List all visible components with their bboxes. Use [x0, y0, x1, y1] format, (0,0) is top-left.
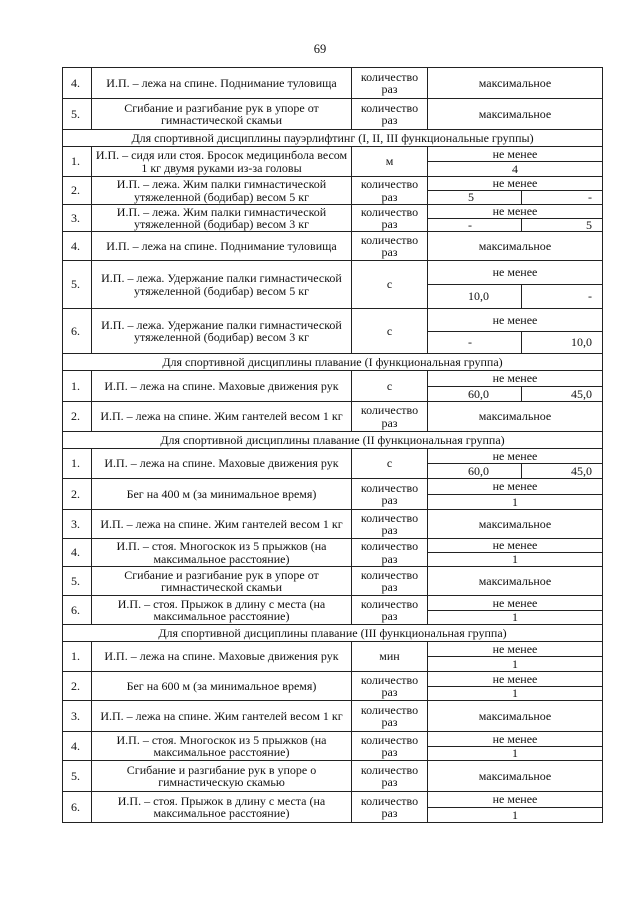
exercise-number: 6. [63, 596, 92, 625]
standard-value: максимальное [428, 567, 603, 596]
table-row [63, 596, 603, 611]
standard-header: не менее [428, 449, 603, 464]
standard-value-left: - [428, 218, 522, 232]
standard-value-right: - [522, 191, 603, 205]
standard-value: максимальное [428, 402, 603, 432]
measurement-unit: количество раз [352, 479, 428, 510]
standard-value-right: 5 [522, 218, 603, 232]
exercise-name: И.П. – лежа на спине. Жим гантелей весом 1 кг [92, 402, 352, 432]
standard-value: 1 [428, 808, 603, 823]
exercise-name: И.П. – лежа. Удержание палки гимнастической утяжеленной (бодибар) весом 3 кг [92, 309, 352, 354]
standard-header: не менее [428, 672, 603, 687]
measurement-unit: количество раз [352, 510, 428, 539]
exercise-name: Сгибание и разгибание рук в упоре от гимнастической скамьи [92, 99, 352, 130]
section-heading: Для спортивной дисциплины плавание (II функциональная группа) [63, 432, 603, 449]
standard-value-left: 60,0 [428, 464, 522, 479]
standards-table [62, 67, 603, 823]
table-row [63, 205, 603, 219]
table-row [63, 99, 603, 130]
standard-value-left: - [428, 332, 522, 354]
exercise-number: 6. [63, 309, 92, 354]
table-row [63, 147, 603, 162]
standard-header: не менее [428, 479, 603, 495]
table-row [63, 479, 603, 495]
table-row [63, 402, 603, 432]
exercise-number: 4. [63, 68, 92, 99]
exercise-number: 3. [63, 701, 92, 732]
standard-header: не менее [428, 732, 603, 747]
exercise-number: 4. [63, 539, 92, 567]
standard-header: не менее [428, 596, 603, 611]
section-heading-row [63, 130, 603, 147]
standard-value: 1 [428, 747, 603, 761]
exercise-name: И.П. – стоя. Прыжок в длину с места (на максимальное расстояние) [92, 792, 352, 823]
measurement-unit: мин [352, 642, 428, 672]
standard-header: не менее [428, 371, 603, 387]
measurement-unit: количество раз [352, 539, 428, 567]
table-row [63, 642, 603, 657]
table-row [63, 761, 603, 792]
table-row [63, 539, 603, 553]
measurement-unit: количество раз [352, 701, 428, 732]
table-row [63, 177, 603, 191]
standard-header: не менее [428, 642, 603, 657]
measurement-unit: количество раз [352, 596, 428, 625]
exercise-number: 2. [63, 672, 92, 701]
standard-value: 1 [428, 553, 603, 567]
exercise-number: 5. [63, 261, 92, 309]
section-heading-row [63, 354, 603, 371]
table-row [63, 567, 603, 596]
section-heading: Для спортивной дисциплины плавание (III функциональная группа) [63, 625, 603, 642]
exercise-name: И.П. – стоя. Многоскок из 5 прыжков (на максимальное расстояние) [92, 539, 352, 567]
page-number: 69 [313, 42, 327, 56]
measurement-unit: количество раз [352, 68, 428, 99]
exercise-name: И.П. – стоя. Многоскок из 5 прыжков (на максимальное расстояние) [92, 732, 352, 761]
standard-value-left: 60,0 [428, 387, 522, 402]
standard-value: 1 [428, 687, 603, 701]
section-heading: Для спортивной дисциплины пауэрлифтинг (I, II, III функциональные группы) [63, 130, 603, 147]
standard-header: не менее [428, 792, 603, 808]
standard-value-right: 10,0 [522, 332, 603, 354]
exercise-name: И.П. – лежа на спине. Поднимание туловища [92, 68, 352, 99]
section-heading: Для спортивной дисциплины плавание (I функциональная группа) [63, 354, 603, 371]
standard-header: не менее [428, 205, 603, 219]
exercise-number: 4. [63, 732, 92, 761]
measurement-unit: количество раз [352, 672, 428, 701]
standard-header: не менее [428, 261, 603, 285]
exercise-number: 2. [63, 479, 92, 510]
measurement-unit: количество раз [352, 792, 428, 823]
measurement-unit: с [352, 261, 428, 309]
exercise-name: И.П. – лежа на спине. Маховые движения рук [92, 449, 352, 479]
standard-value-left: 10,0 [428, 285, 522, 309]
exercise-number: 3. [63, 510, 92, 539]
measurement-unit: с [352, 449, 428, 479]
exercise-name: Сгибание и разгибание рук в упоре от гимнастической скамьи [92, 567, 352, 596]
table-row [63, 449, 603, 464]
table-row [63, 672, 603, 687]
exercise-number: 4. [63, 232, 92, 261]
exercise-name: Бег на 400 м (за минимальное время) [92, 479, 352, 510]
standard-value-right: 45,0 [522, 464, 603, 479]
measurement-unit: количество раз [352, 732, 428, 761]
exercise-number: 1. [63, 147, 92, 177]
exercise-number: 6. [63, 792, 92, 823]
exercise-number: 2. [63, 177, 92, 205]
standard-value: 1 [428, 611, 603, 625]
exercise-name: И.П. – лежа на спине. Маховые движения рук [92, 371, 352, 402]
standard-value: максимальное [428, 99, 603, 130]
standard-header: не менее [428, 309, 603, 332]
exercise-name: Сгибание и разгибание рук в упоре о гимнастическую скамью [92, 761, 352, 792]
measurement-unit: количество раз [352, 232, 428, 261]
standard-value-right: - [522, 285, 603, 309]
standard-header: не менее [428, 147, 603, 162]
exercise-number: 5. [63, 567, 92, 596]
measurement-unit: количество раз [352, 402, 428, 432]
table-row [63, 309, 603, 332]
exercise-name: И.П. – стоя. Прыжок в длину с места (на максимальное расстояние) [92, 596, 352, 625]
section-heading-row [63, 432, 603, 449]
standard-header: не менее [428, 177, 603, 191]
exercise-number: 5. [63, 99, 92, 130]
table-row [63, 510, 603, 539]
standard-value: максимальное [428, 761, 603, 792]
measurement-unit: количество раз [352, 177, 428, 205]
exercise-name: И.П. – сидя или стоя. Бросок медицинбола весом 1 кг двумя руками из-за головы [92, 147, 352, 177]
exercise-number: 1. [63, 449, 92, 479]
standard-value-right: 45,0 [522, 387, 603, 402]
standard-value: максимальное [428, 510, 603, 539]
exercise-name: И.П. – лежа на спине. Жим гантелей весом 1 кг [92, 510, 352, 539]
section-heading-row [63, 625, 603, 642]
measurement-unit: с [352, 371, 428, 402]
standard-value: 4 [428, 162, 603, 177]
measurement-unit: количество раз [352, 99, 428, 130]
exercise-number: 3. [63, 205, 92, 232]
exercise-name: И.П. – лежа на спине. Жим гантелей весом 1 кг [92, 701, 352, 732]
table-row [63, 232, 603, 261]
exercise-name: И.П. – лежа. Жим палки гимнастической утяжеленной (бодибар) весом 5 кг [92, 177, 352, 205]
standard-value: максимальное [428, 68, 603, 99]
exercise-name: И.П. – лежа. Удержание палки гимнастической утяжеленной (бодибар) весом 5 кг [92, 261, 352, 309]
exercise-number: 2. [63, 402, 92, 432]
exercise-number: 5. [63, 761, 92, 792]
standard-value: 1 [428, 495, 603, 510]
standard-value: 1 [428, 657, 603, 672]
exercise-number: 1. [63, 642, 92, 672]
measurement-unit: с [352, 309, 428, 354]
table-row [63, 68, 603, 99]
table-row [63, 701, 603, 732]
exercise-name: Бег на 600 м (за минимальное время) [92, 672, 352, 701]
standard-value: максимальное [428, 701, 603, 732]
exercise-name: И.П. – лежа на спине. Маховые движения рук [92, 642, 352, 672]
table-row [63, 732, 603, 747]
exercise-name: И.П. – лежа на спине. Поднимание туловища [92, 232, 352, 261]
exercise-name: И.П. – лежа. Жим палки гимнастической утяжеленной (бодибар) весом 3 кг [92, 205, 352, 232]
standard-value: максимальное [428, 232, 603, 261]
standard-value-left: 5 [428, 191, 522, 205]
measurement-unit: количество раз [352, 761, 428, 792]
table-row [63, 371, 603, 387]
exercise-number: 1. [63, 371, 92, 402]
standard-header: не менее [428, 539, 603, 553]
measurement-unit: количество раз [352, 205, 428, 232]
measurement-unit: количество раз [352, 567, 428, 596]
table-row [63, 261, 603, 285]
table-row [63, 792, 603, 808]
measurement-unit: м [352, 147, 428, 177]
